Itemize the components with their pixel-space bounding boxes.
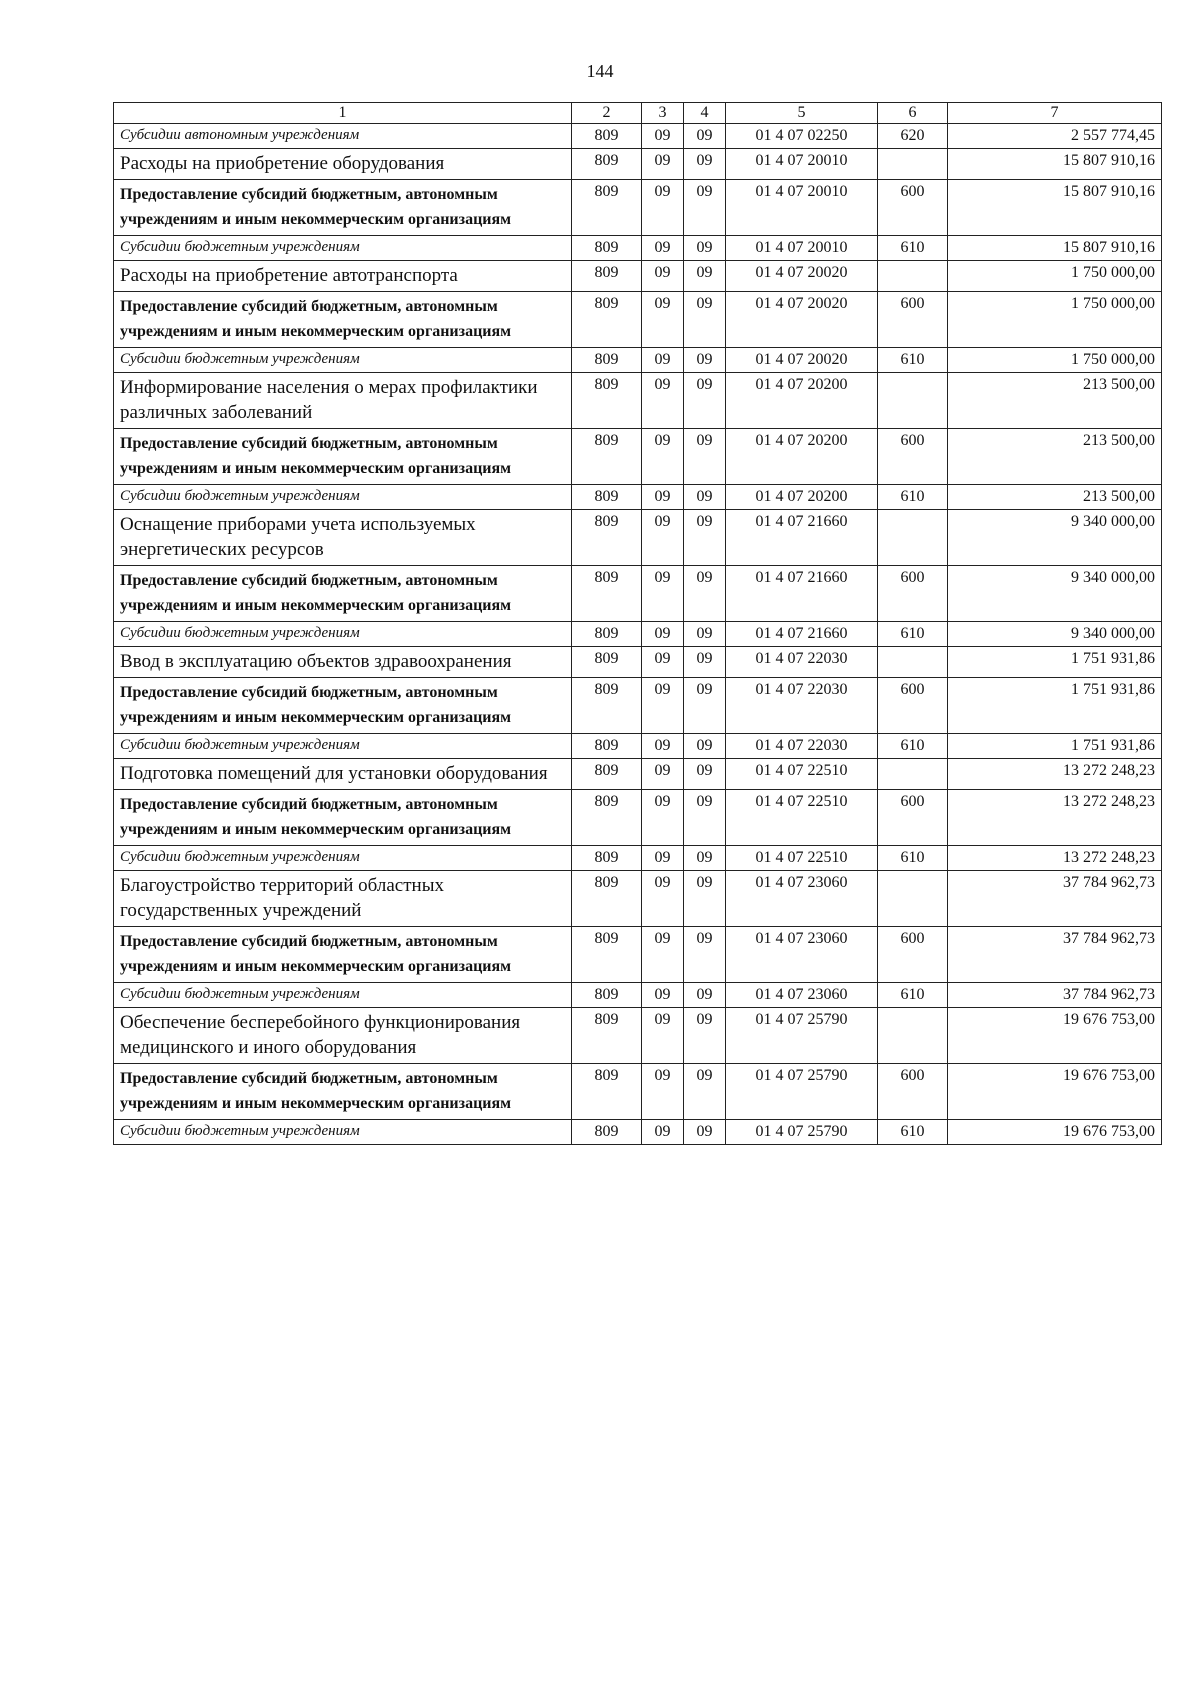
row-name-cell: Благоустройство территорий областных государственных учреждений — [114, 871, 572, 927]
target-article-cell: 01 4 07 25790 — [726, 1008, 878, 1064]
target-article-cell: 01 4 07 22030 — [726, 734, 878, 759]
ministry-code-cell: 809 — [572, 734, 642, 759]
row-name-cell: Ввод в эксплуатацию объектов здравоохранения — [114, 647, 572, 678]
amount-cell: 37 784 962,73 — [948, 871, 1162, 927]
table-row — [114, 292, 1162, 348]
expense-type-cell: 610 — [878, 1120, 948, 1145]
section-code-cell: 09 — [642, 236, 684, 261]
header-cell: 6 — [878, 103, 948, 124]
section-code-cell: 09 — [642, 871, 684, 927]
table-row — [114, 1008, 1162, 1064]
expense-type-cell: 610 — [878, 983, 948, 1008]
header-cell: 3 — [642, 103, 684, 124]
amount-cell: 13 272 248,23 — [948, 790, 1162, 846]
subsection-code-cell: 09 — [684, 261, 726, 292]
amount-cell: 1 750 000,00 — [948, 348, 1162, 373]
table-row — [114, 429, 1162, 485]
ministry-code-cell: 809 — [572, 261, 642, 292]
ministry-code-cell: 809 — [572, 180, 642, 236]
section-code-cell: 09 — [642, 759, 684, 790]
subsection-code-cell: 09 — [684, 348, 726, 373]
subsection-code-cell: 09 — [684, 983, 726, 1008]
ministry-code-cell: 809 — [572, 510, 642, 566]
row-name-cell: Субсидии бюджетным учреждениям — [114, 1120, 572, 1145]
table-row — [114, 1120, 1162, 1145]
row-name-cell: Оснащение приборами учета используемых энергетических ресурсов — [114, 510, 572, 566]
table-row — [114, 180, 1162, 236]
header-cell: 7 — [948, 103, 1162, 124]
subsection-code-cell: 09 — [684, 292, 726, 348]
subsection-code-cell: 09 — [684, 759, 726, 790]
table-row — [114, 510, 1162, 566]
expense-type-cell: 610 — [878, 622, 948, 647]
row-name-cell: Субсидии бюджетным учреждениям — [114, 485, 572, 510]
ministry-code-cell: 809 — [572, 149, 642, 180]
subsection-code-cell: 09 — [684, 1064, 726, 1120]
ministry-code-cell: 809 — [572, 566, 642, 622]
subsection-code-cell: 09 — [684, 510, 726, 566]
subsection-code-cell: 09 — [684, 647, 726, 678]
expense-type-cell: 600 — [878, 292, 948, 348]
table-row — [114, 790, 1162, 846]
section-code-cell: 09 — [642, 429, 684, 485]
subsection-code-cell: 09 — [684, 871, 726, 927]
ministry-code-cell: 809 — [572, 1064, 642, 1120]
subsection-code-cell: 09 — [684, 180, 726, 236]
subsection-code-cell: 09 — [684, 236, 726, 261]
header-cell: 2 — [572, 103, 642, 124]
target-article-cell: 01 4 07 21660 — [726, 510, 878, 566]
table-row — [114, 927, 1162, 983]
row-name-cell: Предоставление субсидий бюджетным, автономным учреждениям и иным некоммерческим организациям — [114, 678, 572, 734]
subsection-code-cell: 09 — [684, 124, 726, 149]
table-row — [114, 261, 1162, 292]
section-code-cell: 09 — [642, 510, 684, 566]
amount-cell: 9 340 000,00 — [948, 622, 1162, 647]
subsection-code-cell: 09 — [684, 566, 726, 622]
expense-type-cell: 600 — [878, 678, 948, 734]
row-name-cell: Подготовка помещений для установки оборудования — [114, 759, 572, 790]
section-code-cell: 09 — [642, 927, 684, 983]
ministry-code-cell: 809 — [572, 790, 642, 846]
expense-type-cell — [878, 871, 948, 927]
row-name-cell: Предоставление субсидий бюджетным, автономным учреждениям и иным некоммерческим организациям — [114, 1064, 572, 1120]
header-row — [114, 103, 1162, 124]
target-article-cell: 01 4 07 20010 — [726, 149, 878, 180]
amount-cell: 13 272 248,23 — [948, 846, 1162, 871]
amount-cell: 13 272 248,23 — [948, 759, 1162, 790]
row-name-cell: Расходы на приобретение автотранспорта — [114, 261, 572, 292]
section-code-cell: 09 — [642, 734, 684, 759]
subsection-code-cell: 09 — [684, 790, 726, 846]
target-article-cell: 01 4 07 20020 — [726, 348, 878, 373]
amount-cell: 19 676 753,00 — [948, 1008, 1162, 1064]
target-article-cell: 01 4 07 25790 — [726, 1064, 878, 1120]
expense-type-cell: 610 — [878, 734, 948, 759]
subsection-code-cell: 09 — [684, 927, 726, 983]
expense-type-cell: 610 — [878, 348, 948, 373]
section-code-cell: 09 — [642, 149, 684, 180]
section-code-cell: 09 — [642, 678, 684, 734]
subsection-code-cell: 09 — [684, 429, 726, 485]
ministry-code-cell: 809 — [572, 124, 642, 149]
section-code-cell: 09 — [642, 1064, 684, 1120]
subsection-code-cell: 09 — [684, 846, 726, 871]
ministry-code-cell: 809 — [572, 622, 642, 647]
expense-type-cell: 600 — [878, 180, 948, 236]
row-name-cell: Предоставление субсидий бюджетным, автономным учреждениям и иным некоммерческим организациям — [114, 927, 572, 983]
target-article-cell: 01 4 07 02250 — [726, 124, 878, 149]
subsection-code-cell: 09 — [684, 149, 726, 180]
subsection-code-cell: 09 — [684, 1120, 726, 1145]
table-row — [114, 149, 1162, 180]
table-row — [114, 566, 1162, 622]
target-article-cell: 01 4 07 22030 — [726, 647, 878, 678]
header-cell: 5 — [726, 103, 878, 124]
section-code-cell: 09 — [642, 566, 684, 622]
target-article-cell: 01 4 07 20020 — [726, 261, 878, 292]
table-row — [114, 622, 1162, 647]
expense-type-cell: 600 — [878, 566, 948, 622]
target-article-cell: 01 4 07 25790 — [726, 1120, 878, 1145]
row-name-cell: Информирование населения о мерах профилактики различных заболеваний — [114, 373, 572, 429]
expense-type-cell: 600 — [878, 790, 948, 846]
ministry-code-cell: 809 — [572, 429, 642, 485]
expense-type-cell — [878, 759, 948, 790]
table-row — [114, 236, 1162, 261]
ministry-code-cell: 809 — [572, 373, 642, 429]
amount-cell: 213 500,00 — [948, 485, 1162, 510]
section-code-cell: 09 — [642, 790, 684, 846]
amount-cell: 37 784 962,73 — [948, 983, 1162, 1008]
ministry-code-cell: 809 — [572, 846, 642, 871]
expense-type-cell: 600 — [878, 1064, 948, 1120]
row-name-cell: Предоставление субсидий бюджетным, автономным учреждениям и иным некоммерческим организациям — [114, 180, 572, 236]
target-article-cell: 01 4 07 22510 — [726, 759, 878, 790]
section-code-cell: 09 — [642, 261, 684, 292]
table-row — [114, 373, 1162, 429]
row-name-cell: Предоставление субсидий бюджетным, автономным учреждениям и иным некоммерческим организациям — [114, 292, 572, 348]
target-article-cell: 01 4 07 22030 — [726, 678, 878, 734]
expense-type-cell — [878, 261, 948, 292]
target-article-cell: 01 4 07 23060 — [726, 927, 878, 983]
amount-cell: 1 751 931,86 — [948, 647, 1162, 678]
expense-type-cell — [878, 647, 948, 678]
ministry-code-cell: 809 — [572, 485, 642, 510]
subsection-code-cell: 09 — [684, 678, 726, 734]
header-cell: 1 — [114, 103, 572, 124]
table-row — [114, 348, 1162, 373]
row-name-cell: Субсидии бюджетным учреждениям — [114, 348, 572, 373]
table-row — [114, 734, 1162, 759]
section-code-cell: 09 — [642, 1120, 684, 1145]
amount-cell: 1 751 931,86 — [948, 678, 1162, 734]
table-row — [114, 678, 1162, 734]
section-code-cell: 09 — [642, 846, 684, 871]
ministry-code-cell: 809 — [572, 927, 642, 983]
table-row — [114, 485, 1162, 510]
target-article-cell: 01 4 07 20200 — [726, 429, 878, 485]
amount-cell: 15 807 910,16 — [948, 180, 1162, 236]
table-row — [114, 1064, 1162, 1120]
target-article-cell: 01 4 07 20010 — [726, 236, 878, 261]
ministry-code-cell: 809 — [572, 236, 642, 261]
amount-cell: 15 807 910,16 — [948, 149, 1162, 180]
subsection-code-cell: 09 — [684, 734, 726, 759]
row-name-cell: Субсидии бюджетным учреждениям — [114, 236, 572, 261]
section-code-cell: 09 — [642, 373, 684, 429]
ministry-code-cell: 809 — [572, 647, 642, 678]
section-code-cell: 09 — [642, 647, 684, 678]
table-row — [114, 983, 1162, 1008]
expense-type-cell — [878, 149, 948, 180]
expense-type-cell — [878, 510, 948, 566]
ministry-code-cell: 809 — [572, 678, 642, 734]
row-name-cell: Субсидии бюджетным учреждениям — [114, 983, 572, 1008]
target-article-cell: 01 4 07 22510 — [726, 846, 878, 871]
budget-table — [113, 102, 1162, 1145]
expense-type-cell — [878, 1008, 948, 1064]
target-article-cell: 01 4 07 20200 — [726, 485, 878, 510]
expense-type-cell: 610 — [878, 846, 948, 871]
target-article-cell: 01 4 07 20010 — [726, 180, 878, 236]
target-article-cell: 01 4 07 21660 — [726, 622, 878, 647]
target-article-cell: 01 4 07 23060 — [726, 871, 878, 927]
expense-type-cell: 620 — [878, 124, 948, 149]
row-name-cell: Субсидии бюджетным учреждениям — [114, 734, 572, 759]
section-code-cell: 09 — [642, 124, 684, 149]
section-code-cell: 09 — [642, 1008, 684, 1064]
table-row — [114, 124, 1162, 149]
amount-cell: 9 340 000,00 — [948, 566, 1162, 622]
amount-cell: 19 676 753,00 — [948, 1120, 1162, 1145]
ministry-code-cell: 809 — [572, 871, 642, 927]
section-code-cell: 09 — [642, 348, 684, 373]
table-row — [114, 647, 1162, 678]
amount-cell: 213 500,00 — [948, 373, 1162, 429]
table-row — [114, 871, 1162, 927]
ministry-code-cell: 809 — [572, 759, 642, 790]
table-row — [114, 846, 1162, 871]
row-name-cell: Субсидии бюджетным учреждениям — [114, 846, 572, 871]
row-name-cell: Предоставление субсидий бюджетным, автономным учреждениям и иным некоммерческим организациям — [114, 566, 572, 622]
amount-cell: 15 807 910,16 — [948, 236, 1162, 261]
amount-cell: 1 750 000,00 — [948, 261, 1162, 292]
section-code-cell: 09 — [642, 292, 684, 348]
subsection-code-cell: 09 — [684, 485, 726, 510]
row-name-cell: Субсидии бюджетным учреждениям — [114, 622, 572, 647]
expense-type-cell: 610 — [878, 485, 948, 510]
subsection-code-cell: 09 — [684, 1008, 726, 1064]
ministry-code-cell: 809 — [572, 983, 642, 1008]
amount-cell: 1 750 000,00 — [948, 292, 1162, 348]
table-row — [114, 759, 1162, 790]
subsection-code-cell: 09 — [684, 373, 726, 429]
table-body — [114, 124, 1162, 1145]
expense-type-cell: 600 — [878, 927, 948, 983]
section-code-cell: 09 — [642, 983, 684, 1008]
header-cell: 4 — [684, 103, 726, 124]
expense-type-cell: 600 — [878, 429, 948, 485]
target-article-cell: 01 4 07 22510 — [726, 790, 878, 846]
section-code-cell: 09 — [642, 622, 684, 647]
section-code-cell: 09 — [642, 180, 684, 236]
target-article-cell: 01 4 07 21660 — [726, 566, 878, 622]
row-name-cell: Субсидии автономным учреждениям — [114, 124, 572, 149]
ministry-code-cell: 809 — [572, 1008, 642, 1064]
ministry-code-cell: 809 — [572, 348, 642, 373]
page-number: 144 — [586, 61, 614, 81]
target-article-cell: 01 4 07 20020 — [726, 292, 878, 348]
target-article-cell: 01 4 07 20200 — [726, 373, 878, 429]
amount-cell: 213 500,00 — [948, 429, 1162, 485]
expense-type-cell — [878, 373, 948, 429]
amount-cell: 19 676 753,00 — [948, 1064, 1162, 1120]
subsection-code-cell: 09 — [684, 622, 726, 647]
ministry-code-cell: 809 — [572, 1120, 642, 1145]
row-name-cell: Обеспечение бесперебойного функционирования медицинского и иного оборудования — [114, 1008, 572, 1064]
row-name-cell: Расходы на приобретение оборудования — [114, 149, 572, 180]
amount-cell: 37 784 962,73 — [948, 927, 1162, 983]
row-name-cell: Предоставление субсидий бюджетным, автономным учреждениям и иным некоммерческим организациям — [114, 429, 572, 485]
amount-cell: 1 751 931,86 — [948, 734, 1162, 759]
amount-cell: 9 340 000,00 — [948, 510, 1162, 566]
expense-type-cell: 610 — [878, 236, 948, 261]
ministry-code-cell: 809 — [572, 292, 642, 348]
target-article-cell: 01 4 07 23060 — [726, 983, 878, 1008]
amount-cell: 2 557 774,45 — [948, 124, 1162, 149]
row-name-cell: Предоставление субсидий бюджетным, автономным учреждениям и иным некоммерческим организациям — [114, 790, 572, 846]
section-code-cell: 09 — [642, 485, 684, 510]
